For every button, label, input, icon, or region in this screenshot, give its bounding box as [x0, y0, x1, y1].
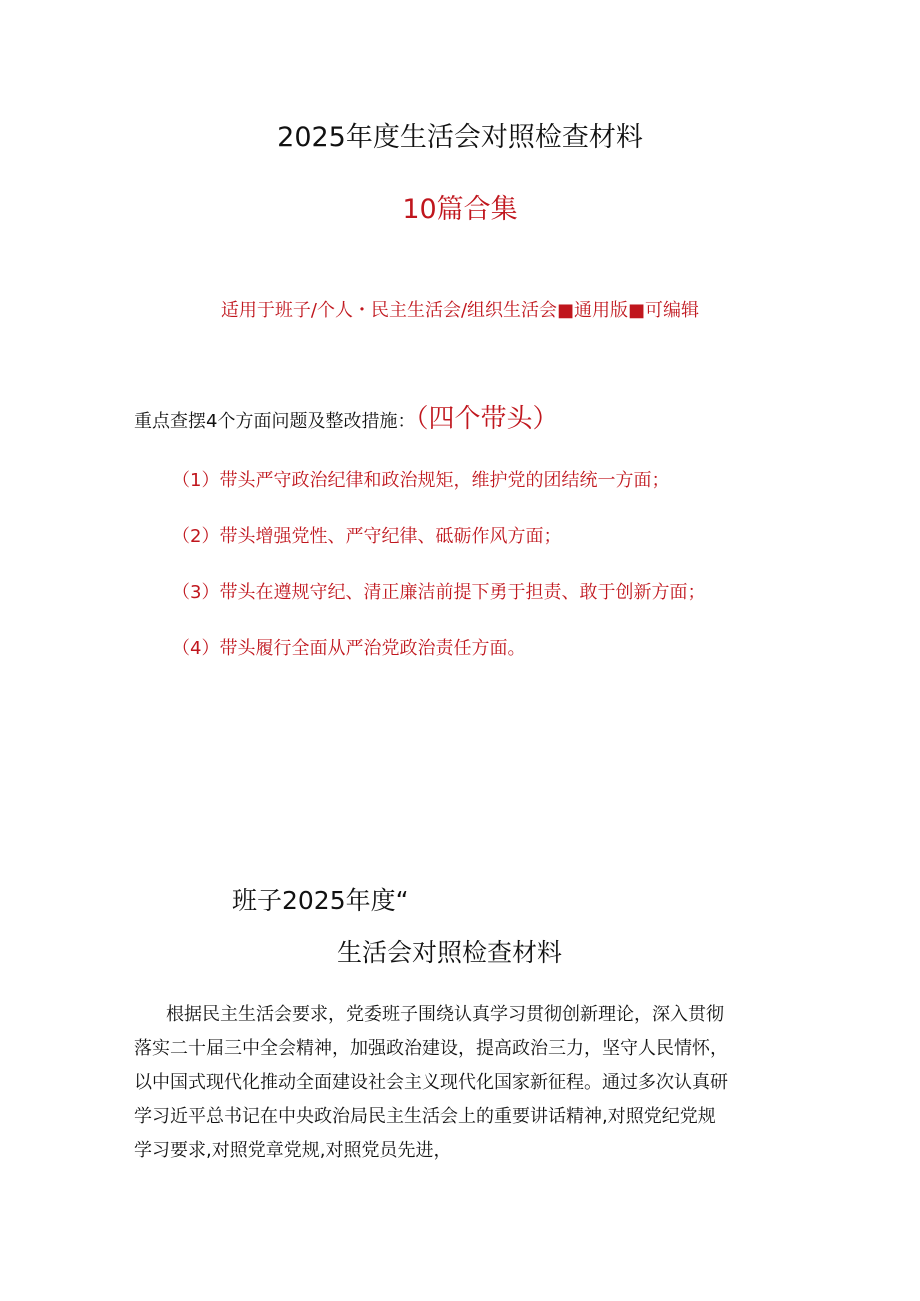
section-title-line-1: 班子2025年度“	[232, 886, 409, 915]
body-line: 学习要求,对照党章党规,对照党员先进，	[134, 1140, 452, 1161]
aspect-item: （3）带头在遵规守纪、清正廉洁前提下勇于担责、敢于创新方面；	[172, 582, 706, 603]
body-paragraph	[134, 998, 794, 1168]
document-subtitle: 10篇合集	[402, 194, 518, 225]
document-title: 2025年度生活会对照检查材料	[277, 122, 643, 153]
aspect-item: （1）带头严守政治纪律和政治规矩，维护党的团结统一方面；	[172, 470, 670, 491]
focus-label: 重点查摆4个方面问题及整改措施：	[134, 411, 416, 432]
focus-statement	[134, 402, 558, 439]
section-title-line-2: 生活会对照检查材料	[337, 938, 563, 967]
focus-highlight: （四个带头）	[415, 404, 559, 434]
body-line: 学习近平总书记在中央政治局民主生活会上的重要讲话精神,对照党纪党规	[134, 1106, 716, 1127]
body-line: 根据民主生活会要求，党委班子围绕认真学习贯彻创新理论，深入贯彻	[166, 1004, 724, 1025]
aspect-item: （4）带头履行全面从严治党政治责任方面。	[172, 638, 526, 659]
aspect-item: （2）带头增强党性、严守纪律、砥砺作风方面；	[172, 526, 562, 547]
body-line: 落实二十届三中全会精神，加强政治建设，提高政治三力，坚守人民情怀，	[134, 1038, 728, 1059]
body-line: 以中国式现代化推动全面建设社会主义现代化国家新征程。通过多次认真研	[134, 1072, 728, 1093]
usage-note: 适用于班子/个人・民主生活会/组织生活会■通用版■可编辑	[220, 300, 700, 321]
